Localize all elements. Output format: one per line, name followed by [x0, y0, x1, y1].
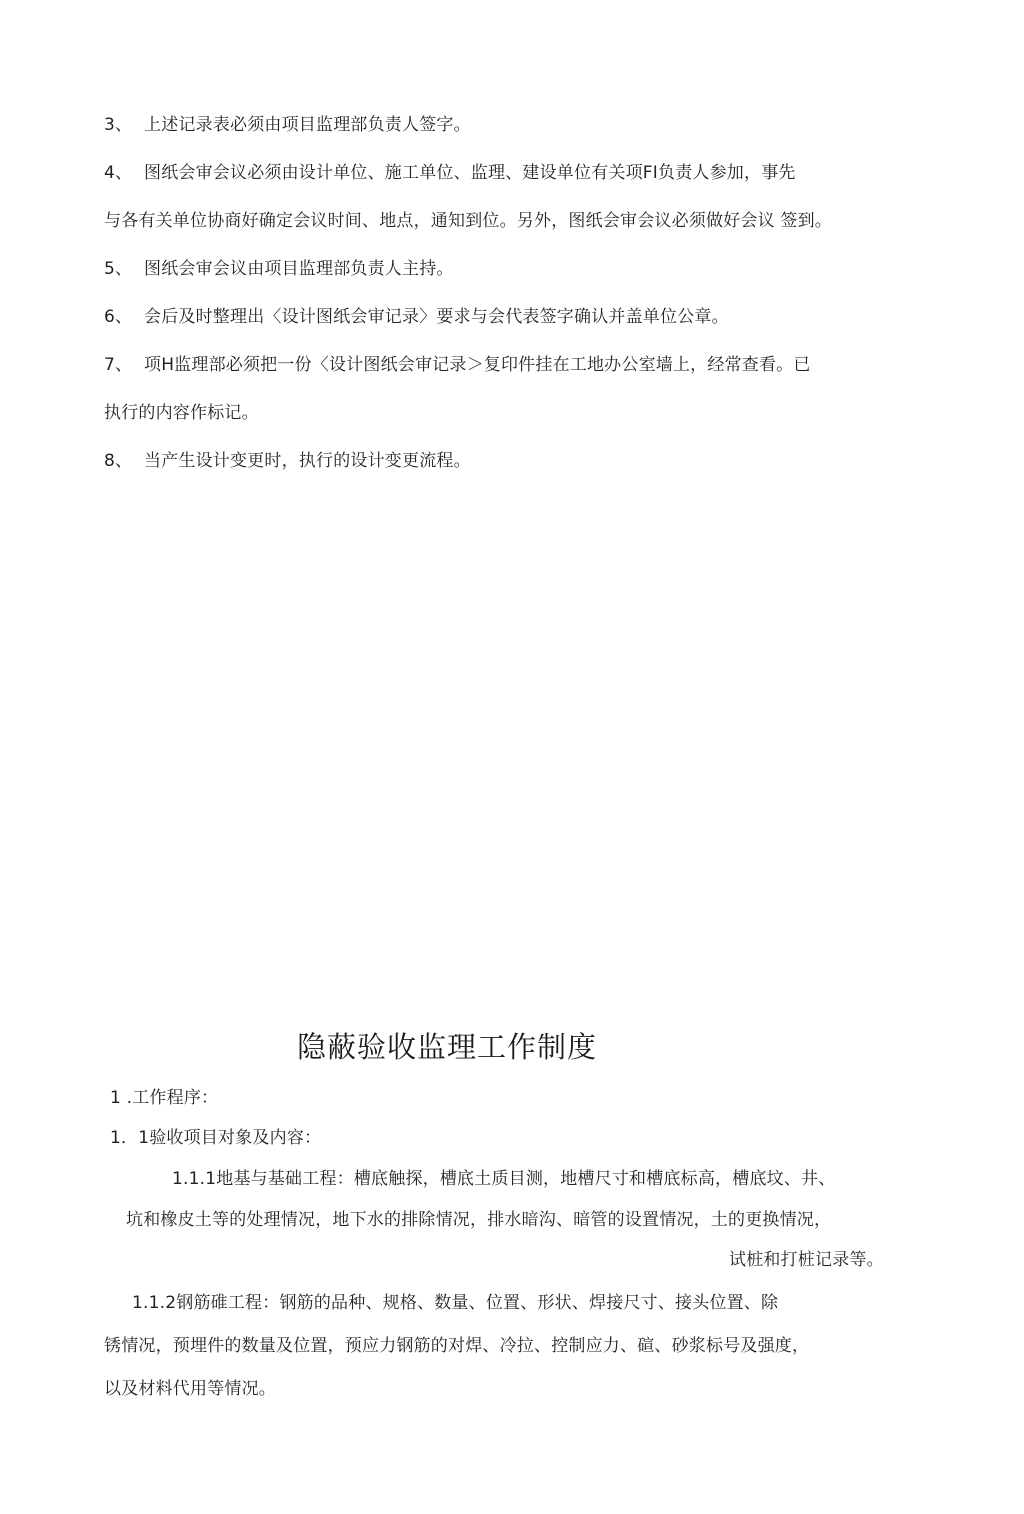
- list-item-7: [104, 354, 811, 376]
- list-item-4: [104, 162, 796, 184]
- para-1-1-2-line-1: 1.1.2钢筋碓工程：钢筋的品种、规格、数量、位置、形状、焊接尺寸、接头位置、除: [132, 1293, 779, 1313]
- para-1-1-1-line-3: 试桩和打桩记录等。: [729, 1250, 884, 1270]
- list-item-7-continuation: 执行的内容作标记。: [104, 403, 259, 423]
- list-item-number: 8、: [104, 451, 133, 471]
- para-1-1-2-line-3: 以及材料代用等情况。: [104, 1379, 276, 1399]
- list-item-number: 4、: [104, 163, 133, 183]
- list-item-number: 5、: [104, 259, 133, 279]
- section-title: 隐蔽验收监理工作制度: [297, 1030, 598, 1064]
- para-1-1-2-line-2: 锈情况，预埋件的数量及位置，预应力钢筋的对焊、冷拉、控制应力、碹、砂浆标号及强度，: [104, 1336, 810, 1356]
- heading-1: 1 .工作程序：: [110, 1088, 219, 1108]
- list-item-3: [104, 114, 471, 136]
- list-item-text: 项H监理部必须把一份〈设计图纸会审记录＞复印件挂在工地办公室墙上，经常查看。已: [144, 355, 811, 375]
- heading-1-1: 1．1验收项目对象及内容：: [110, 1128, 322, 1148]
- para-1-1-1-line-1: 1.1.1地基与基础工程：槽底触探，槽底土质目测，地槽尺寸和槽底标高，槽底坟、井、: [172, 1169, 836, 1189]
- list-item-number: 3、: [104, 115, 133, 135]
- para-1-1-1-line-2: 坑和橡皮土等的处理情况，地下水的排除情况，排水暗沟、暗管的设置情况，土的更换情况，: [126, 1210, 832, 1230]
- list-item-5: [104, 258, 454, 280]
- list-item-text: 图纸会审会议由项目监理部负责人主持。: [144, 259, 454, 279]
- list-item-text: 当产生设计变更时，执行的设计变更流程。: [144, 451, 471, 471]
- list-item-4-continuation: 与各有关单位协商好确定会议时间、地点，通知到位。另外，图纸会审会议必须做好会议 签到。: [104, 211, 833, 231]
- list-item-8: [104, 450, 471, 472]
- list-item-text: 会后及时整理出〈设计图纸会审记录〉要求与会代表签字确认并盖单位公章。: [144, 307, 729, 327]
- list-item-number: 6、: [104, 307, 133, 327]
- list-item-number: 7、: [104, 355, 133, 375]
- list-item-text: 图纸会审会议必须由设计单位、施工单位、监理、建设单位有关项FI负责人参加，事先: [144, 163, 796, 183]
- list-item-text: 上述记录表必须由项目监理部负责人签字。: [144, 115, 471, 135]
- list-item-6: [104, 306, 729, 328]
